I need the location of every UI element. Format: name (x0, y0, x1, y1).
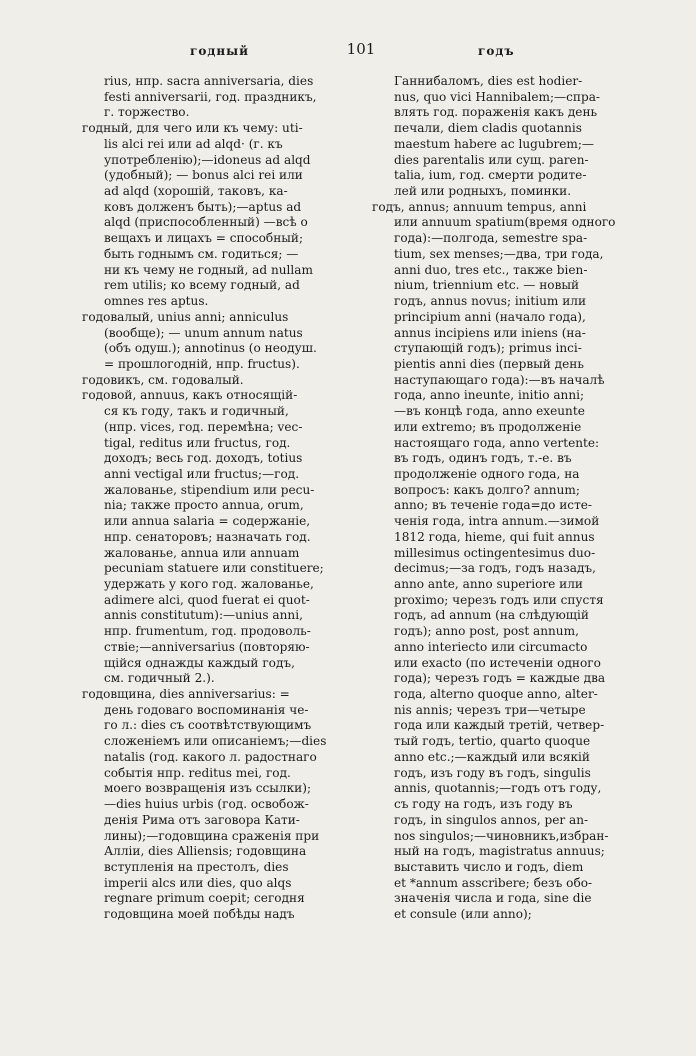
text-line: года, anno ineunte, initio anni; (394, 388, 585, 403)
text-line: годовикъ, см. годовалый. (82, 372, 244, 387)
text-line: вступленія на престолъ, dies (104, 859, 289, 874)
text-line: pientis anni dies (первый день (394, 356, 584, 371)
text-line: жалованье, stipendium или pecu- (104, 482, 315, 497)
text-line: продолженіе одного года, на (394, 466, 580, 481)
text-line: быть годнымъ см. годиться; — (104, 246, 299, 261)
text-line: года); черезъ годъ = каждые два (394, 671, 606, 686)
text-line: imperii alcs или dies, quo alqs (104, 875, 292, 890)
text-line: et *annum asscribere; безъ обо- (394, 875, 593, 890)
text-line: въ годъ, одинъ годъ, т.-е. въ (394, 451, 572, 466)
text-line: нпр. frumentum, год. продоволь- (104, 624, 311, 639)
text-line: (удобный); — bonus alci rei или (104, 168, 303, 183)
text-line: лины);—годовщина сраженія при (104, 828, 320, 843)
text-line: нпр. сенаторовъ; назначать год. (104, 529, 311, 544)
text-line: talia, ium, год. смерти родите- (394, 168, 587, 183)
text-line: tigal, reditus или fructus, год. (104, 435, 291, 450)
text-line: г. торжество. (104, 105, 190, 120)
text-line: 1812 года, hieme, qui fuit annus (394, 529, 595, 544)
text-line: alqd (приспособленный) —всѣ о (104, 215, 308, 230)
right-column (372, 74, 657, 1034)
text-line: удержать у кого год. жалованье, (104, 577, 314, 591)
text-line: годный, для чего или къ чему: uti- (82, 121, 303, 136)
text-line: anno etc.;—каждый или всякій (394, 749, 590, 764)
text-line: festi anniversarii, год. праздникъ, (104, 89, 317, 104)
text-line: денія Рима отъ заговора Кати- (104, 812, 300, 827)
text-line: dies parentalis или сущ. paren- (394, 152, 589, 167)
text-line: et consule (или anno); (394, 907, 532, 922)
text-line: Ганнибаломъ, dies est hodier- (394, 74, 583, 88)
left-column (82, 74, 364, 1034)
text-line: ad alqd (хорошій, таковъ, ка- (104, 184, 288, 199)
text-line: доходъ; весь год. доходъ, totius (104, 451, 303, 466)
text-line: вещахъ и лицахъ = способный; (104, 231, 304, 246)
text-line: годовой, annuus, какъ относящій- (82, 388, 298, 403)
text-line: ный на годъ, magistratus annuus; (394, 844, 605, 859)
text-line: decimus;—за годъ, годъ назадъ, (394, 561, 596, 576)
text-line: pecuniam statuere или constituere; (104, 561, 324, 576)
text-line: nus, quo vici Hannibalem;—спра- (394, 89, 601, 104)
text-line: nis annis; черезъ три—четыре (394, 702, 586, 717)
text-line: Алліи, dies Alliensis; годовщина (104, 844, 307, 859)
text-line: годъ, изъ году въ годъ, singulis (394, 765, 591, 780)
text-line: жалованье, annua или annuam (104, 545, 300, 560)
text-line: щійся однажды каждый годъ, (104, 655, 295, 670)
page-header (0, 40, 696, 62)
text-line: или extremo; въ продолженіе (394, 419, 582, 434)
text-line: лей или родныхъ, поминки. (394, 184, 572, 199)
text-line: millesimus octingentesimus duo- (394, 545, 596, 560)
text-line: событія нпр. reditus mei, год. (104, 765, 291, 780)
text-line: nia; также просто annua, orum, (104, 498, 304, 513)
text-line: annus incipiens или iniens (на- (394, 325, 586, 340)
text-line: ствіе;—anniversarius (повторяю- (104, 639, 310, 654)
text-line: ступающій годъ); primus inci- (394, 341, 582, 356)
text-line: (нпр. vices, год. перемѣна; vec- (104, 419, 303, 434)
text-line: adimere alci, quod fuerat ei quot- (104, 592, 310, 607)
text-line: сложеніемъ или описаніемъ;—dies (104, 734, 327, 749)
text-line: = прошлогодній, нпр. fructus). (104, 356, 300, 371)
text-line: годовщина моей побѣды надъ (104, 907, 295, 922)
text-line: omnes res aptus. (104, 294, 209, 309)
text-line: года):—полгода, semestre spa- (394, 231, 588, 246)
left-guide-word: годный (190, 44, 250, 58)
text-line: rius, нпр. sacra anniversaria, dies (104, 74, 314, 88)
text-line: rem utilis; ко всему годный, ad (104, 278, 300, 293)
text-line: anno; въ теченіе года=до исте- (394, 498, 593, 513)
text-line: —dies huius urbis (год. освобож- (104, 797, 309, 812)
text-line: natalis (год. какого л. радостнаго (104, 749, 317, 764)
text-line: nos singulos;—чиновникъ,избран- (394, 828, 609, 843)
text-line: употребленію);—idoneus ad alqd (104, 152, 311, 167)
text-line: (вообще); — unum annum natus (104, 325, 303, 340)
page-number: 101 (346, 40, 376, 58)
text-line: день годоваго воспоминанія че- (104, 702, 309, 717)
text-line: (объ одуш.); annotinus (о неодуш. (104, 341, 317, 356)
text-line: годовщина, dies anniversarius: = (82, 687, 290, 702)
text-line: ни къ чему не годный, ad nullam (104, 262, 313, 277)
text-line: годъ, in singulos annos, per an- (394, 812, 589, 827)
text-line: печали, diem cladis quotannis (394, 121, 582, 136)
text-line: anno ante, anno superiore или (394, 577, 583, 591)
text-line: моего возвращенія изъ ссылки); (104, 781, 312, 796)
text-line: или annua salaria = содержаніе, (104, 514, 311, 529)
text-line: годъ, annus; annuum tempus, anni (372, 199, 587, 214)
text-line: влять год. пораженія какъ день (394, 105, 598, 120)
text-line: nium, triennium etc. — новый (394, 278, 580, 293)
text-line: выставить число и годъ, diem (394, 859, 584, 874)
text-line: ченія года, intra annum.—зимой (394, 514, 600, 529)
text-line: —въ концѣ года, anno exeunte (394, 404, 585, 419)
text-line: го л.: dies съ соотвѣтствующимъ (104, 718, 312, 733)
text-line: tium, sex menses;—два, три года, (394, 246, 604, 261)
text-line: годъ, ad annum (на слѣдующій (394, 608, 589, 623)
text-line: maestum habere ac lugubrem;— (394, 136, 595, 151)
text-line: или exacto (по истеченіи одного (394, 655, 601, 670)
text-line: annis, quotannis;—годъ отъ году, (394, 781, 602, 796)
text-line: proximo; черезъ годъ или спустя (394, 592, 604, 607)
text-line: lis alci rei или ad alqd· (г. къ (104, 136, 283, 151)
text-line: годовалый, unius anni; anniculus (82, 309, 289, 324)
text-line: года или каждый третій, четвер- (394, 718, 605, 733)
text-line: вопросъ: какъ долго? annum; (394, 482, 580, 497)
right-guide-word: годъ (478, 44, 515, 58)
text-line: principium anni (начало года), (394, 309, 586, 324)
text-line: regnare primum coepit; сегодня (104, 891, 305, 906)
text-line: см. годичный 2.). (104, 671, 215, 686)
text-line: anni duo, tres etc., также bien- (394, 262, 588, 277)
text-line: наступающаго года):—въ началѣ (394, 372, 605, 387)
text-line: ся къ году, такъ и годичный, (104, 404, 289, 419)
text-line: ковъ долженъ быть);—aptus ad (104, 199, 302, 214)
text-line: съ году на годъ, изъ году въ (394, 797, 573, 812)
text-line: годъ, annus novus; initium или (394, 294, 587, 309)
text-line: anno interiecto или circumacto (394, 639, 588, 654)
text-line: или annuum spatium(время одного (394, 215, 616, 230)
text-line: anni vectigal или fructus;—год. (104, 466, 300, 481)
text-line: значенія числа и года, sine die (394, 891, 592, 906)
text-line: тый годъ, tertio, quarto quoque (394, 734, 591, 749)
text-line: настоящаго года, anno vertente: (394, 435, 600, 450)
text-line: года, alterno quoque anno, alter- (394, 687, 598, 702)
text-line: annis constitutum):—unius anni, (104, 608, 303, 623)
text-line: годъ); anno post, post annum, (394, 624, 579, 639)
